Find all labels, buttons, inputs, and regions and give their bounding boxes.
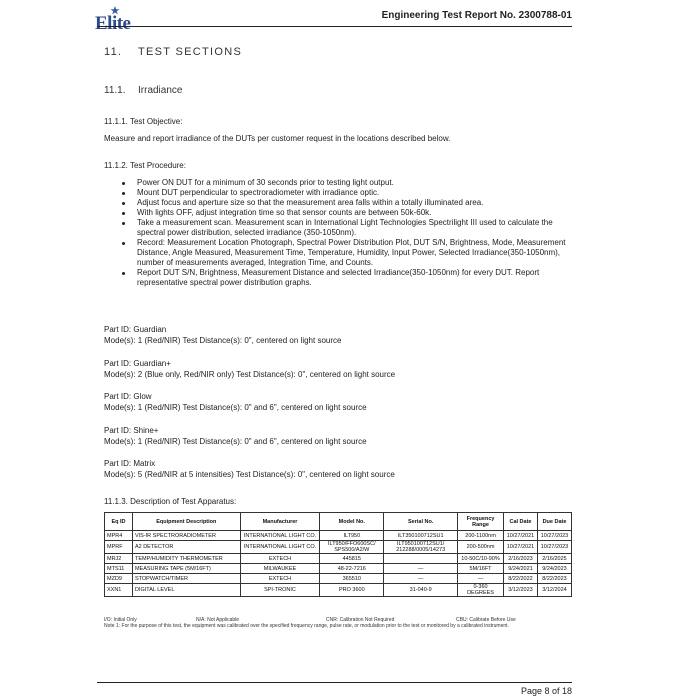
- legend-item: CBU: Calibrate Before Use: [456, 617, 516, 623]
- procedure-step: With lights OFF, adjust integration time so that sensor counts are between 50k-60k.: [104, 208, 574, 218]
- table-cell: ILT950: [320, 531, 384, 541]
- legend-item: CNR: Calibration Not Required: [326, 617, 395, 623]
- part-id: Part ID: Guardian+: [104, 359, 171, 368]
- subsection-title: [104, 85, 182, 96]
- table-cell: 31-040-9: [384, 584, 458, 597]
- part-mode: Mode(s): 1 (Red/NIR) Test Distance(s): 0" and 6", centered on light source: [104, 403, 367, 412]
- procedure-step: Report DUT S/N, Brightness, Measurement Distance and selected Irradiance(350-1050nm) for every DUT. Report representative spectral power distribution graphs.: [104, 268, 574, 288]
- table-cell: EXTECH: [240, 554, 320, 564]
- table-cell: —: [384, 564, 458, 574]
- procedure-step: Mount DUT perpendicular to spectroradiometer with irradiance optic.: [104, 188, 574, 198]
- part-id: Part ID: Shine+: [104, 426, 159, 435]
- column-header: Serial No.: [384, 513, 458, 531]
- logo-text: Elite: [95, 13, 131, 34]
- table-cell: 3/12/2024: [537, 584, 571, 597]
- table-row: [105, 564, 572, 574]
- apparatus-heading: 11.1.3. Description of Test Apparatus:: [104, 497, 237, 506]
- table-cell: 9/24/2021: [503, 564, 537, 574]
- table-cell: 48-22-7216: [320, 564, 384, 574]
- table-cell: 0-360 DEGREES: [458, 584, 504, 597]
- footer-divider: [97, 682, 572, 683]
- table-cell: VIS-IR SPECTRORADIOMETER: [132, 531, 240, 541]
- part-mode: Mode(s): 1 (Red/NIR) Test Distance(s): 0", centered on light source: [104, 336, 342, 345]
- column-header: Manufacturer: [240, 513, 320, 531]
- part-mode: Mode(s): 5 (Red/NIR at 5 intensities) Test Distance(s): 0", centered on light source: [104, 470, 395, 479]
- table-cell: DIGITAL LEVEL: [132, 584, 240, 597]
- part-mode: Mode(s): 2 (Blue only, Red/NIR only) Test Distance(s): 0", centered on light source: [104, 370, 396, 379]
- subsection-title-text: Irradiance: [138, 85, 183, 96]
- table-cell: 10/27/2021: [503, 541, 537, 554]
- subsection-number: 11.1.: [104, 85, 126, 96]
- table-cell: ILT950/FFO600SC/ SPS500/A2/W: [320, 541, 384, 554]
- table-cell: 10/27/2023: [537, 541, 571, 554]
- table-row: [105, 574, 572, 584]
- table-cell: MPR4: [105, 531, 133, 541]
- table-cell: MEASURING TAPE (5M/16FT): [132, 564, 240, 574]
- procedure-step: Power ON DUT for a minimum of 30 seconds prior to testing light output.: [104, 178, 574, 188]
- procedure-step: Adjust focus and aperture size so that the measurement area falls within a totally illuminated area.: [104, 198, 574, 208]
- objective-text: Measure and report irradiance of the DUTs per customer request in the locations described below.: [104, 134, 451, 143]
- table-cell: —: [458, 574, 504, 584]
- table-cell: 2/16/2023: [503, 554, 537, 564]
- table-cell: [384, 554, 458, 564]
- column-header: Model No.: [320, 513, 384, 531]
- table-header-row: [105, 513, 572, 531]
- legend-item: I/O: Initial Only: [104, 617, 137, 623]
- table-cell: 8/22/2022: [503, 574, 537, 584]
- procedure-heading: 11.1.2. Test Procedure:: [104, 161, 186, 170]
- section-number: 11.: [104, 46, 123, 58]
- column-header: Due Date: [537, 513, 571, 531]
- table-cell: 9/24/2023: [537, 564, 571, 574]
- table-row: [105, 554, 572, 564]
- table-cell: EXTECH: [240, 574, 320, 584]
- table-cell: XXN1: [105, 584, 133, 597]
- legend-item: N/A: Not Applicable: [196, 617, 240, 623]
- table-cell: 2/16/2025: [537, 554, 571, 564]
- table-cell: 10/27/2021: [503, 531, 537, 541]
- table-cell: 10-50C/10-90%: [458, 554, 504, 564]
- table-row: [105, 541, 572, 554]
- table-cell: 5M/16FT: [458, 564, 504, 574]
- page-number: Page 8 of 18: [520, 686, 572, 696]
- part-mode: Mode(s): 1 (Red/NIR) Test Distance(s): 0" and 6", centered on light source: [104, 437, 367, 446]
- procedure-step: Take a measurement scan. Measurement scan in International Light Technologies Spectrilight III used to calculate the spectral power distribution, selected irradiance (350-1050nm).: [104, 218, 574, 238]
- table-cell: MZD9: [105, 574, 133, 584]
- part-id: Part ID: Guardian: [104, 325, 167, 334]
- table-cell: —: [384, 574, 458, 584]
- elite-logo: [95, 5, 145, 41]
- table-cell: MPRF: [105, 541, 133, 554]
- column-header: Frequency Range: [458, 513, 504, 531]
- table-cell: 445815: [320, 554, 384, 564]
- column-header: Eq ID: [105, 513, 133, 531]
- objective-heading: 11.1.1. Test Objective:: [104, 117, 183, 126]
- column-header: Equipment Description: [132, 513, 240, 531]
- table-cell: INTERNATIONAL LIGHT CO.: [240, 541, 320, 554]
- table-row: [105, 531, 572, 541]
- part-id: Part ID: Glow: [104, 392, 152, 401]
- table-cell: 200-500nm: [458, 541, 504, 554]
- table-cell: TEMP/HUMIDITY THERMOMETER: [132, 554, 240, 564]
- table-cell: STOPWATCH/TIMER: [132, 574, 240, 584]
- table-cell: 10/27/2023: [537, 531, 571, 541]
- report-number: Engineering Test Report No. 2300788-01: [381, 10, 572, 21]
- procedure-list: [104, 178, 574, 288]
- column-header: Cal Date: [503, 513, 537, 531]
- apparatus-table: [104, 512, 572, 597]
- table-cell: ILT950100712SU1/ 212288/0005/14273: [384, 541, 458, 554]
- table-cell: 365510: [320, 574, 384, 584]
- table-note: Note 1: For the purpose of this test, the equipment was calibrated over the specified frequency range, pulse rate, or modulation prior to the test or monitored by a calibrated instrument.: [104, 623, 509, 629]
- table-row: [105, 584, 572, 597]
- procedure-step: Record: Measurement Location Photograph, Spectral Power Distribution Plot, DUT S/N, Brightness, Mode, Measurement Distance, Angle Measured, Measurement Time, Temperature, Humidity, Input Power, Selected Irradiance(350-1050nm), number of measurements averaged, Integration Time, and Counts.: [104, 238, 574, 268]
- table-cell: A2 DETECTOR: [132, 541, 240, 554]
- part-id: Part ID: Matrix: [104, 459, 156, 468]
- table-cell: INTERNATIONAL LIGHT CO.: [240, 531, 320, 541]
- table-cell: MRJ2: [105, 554, 133, 564]
- section-title-text: TEST SECTIONS: [138, 46, 243, 58]
- table-cell: SPI-TRONIC: [240, 584, 320, 597]
- table-cell: 200-1100nm: [458, 531, 504, 541]
- table-cell: PRO 3600: [320, 584, 384, 597]
- table-cell: MILWAUKEE: [240, 564, 320, 574]
- table-cell: 8/22/2023: [537, 574, 571, 584]
- table-cell: 3/12/2023: [503, 584, 537, 597]
- table-cell: MTS11: [105, 564, 133, 574]
- section-title: [104, 46, 242, 58]
- table-cell: ILT350100712SU1: [384, 531, 458, 541]
- header-divider: [97, 26, 572, 27]
